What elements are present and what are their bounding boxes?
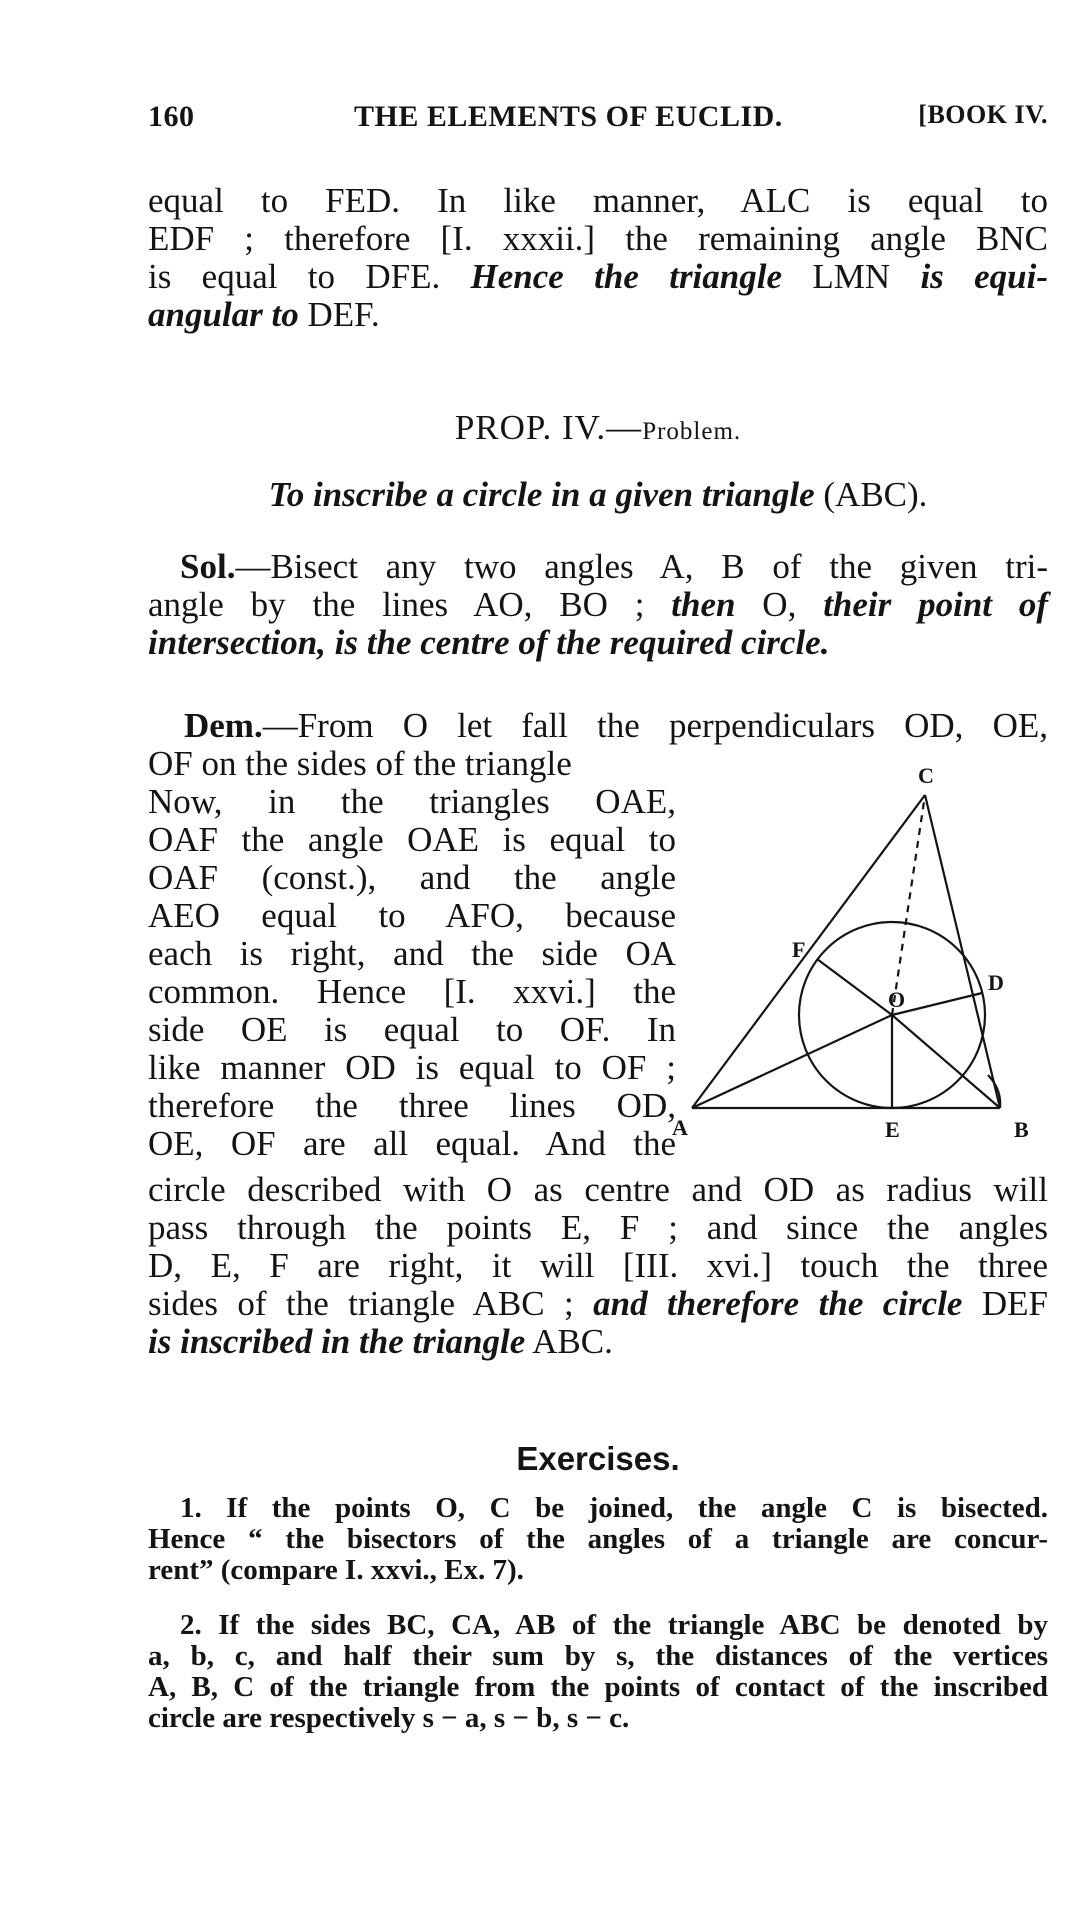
dem-line [148, 1285, 1048, 1323]
sol-text: angle by the lines AO, BO ; [148, 585, 672, 624]
intro-line: equal to FED. In like manner, ALC is equal to [148, 181, 1048, 220]
dem-line: D, E, F are right, it will [III. xvi.] touch the three [148, 1246, 1048, 1285]
dem-italic: is inscribed in the triangle [148, 1322, 526, 1361]
sol-label: Sol. [180, 547, 236, 586]
dem-line: OF on the sides of the triangle [148, 744, 572, 783]
exercise-line: 2. If the sides BC, CA, AB of the triangle ABC be denoted by [180, 1609, 1048, 1641]
intro-text: is equal to DFE. [148, 257, 471, 296]
intro-line: EDF ; therefore [I. xxxii.] the remaining angle BNC [148, 219, 1048, 258]
proposition-heading [148, 408, 1048, 448]
enunciation-text: To inscribe a circle in a given triangle [268, 475, 815, 514]
label-D: D [988, 970, 1004, 995]
label-O: O [888, 987, 906, 1012]
intro-italic: is equi- [920, 257, 1049, 296]
label-C: C [918, 765, 934, 788]
sol-line [148, 548, 1048, 586]
intro-line [148, 258, 1048, 296]
label-F: F [792, 937, 806, 962]
bisector-AO [692, 1015, 892, 1108]
label-A: A [672, 1115, 688, 1140]
exercise-line: a, b, c, and half their sum by s, the distances of the vertices [148, 1640, 1048, 1672]
dem-side-line: Now, in the triangles OAE, [148, 782, 676, 821]
dem-side-line: side OE is equal to OF. In [148, 1010, 676, 1049]
sol-italic: then [671, 585, 736, 624]
dem-side-line: therefore the three lines OD, [148, 1086, 676, 1125]
exercise-line: A, B, C of the triangle from the points of contact of the inscribed [148, 1671, 1048, 1703]
dem-line: circle described with O as centre and OD as radius will [148, 1170, 1048, 1209]
exercise-1 [148, 1493, 1048, 1586]
exercise-2 [148, 1610, 1048, 1734]
dem-text: —From O let fall the perpendiculars OD, OE, [262, 706, 1048, 745]
enunciation-ref: (ABC). [814, 475, 928, 514]
solution-paragraph [148, 548, 1048, 662]
dashed-OC [892, 795, 925, 1015]
demonstration-side-text [148, 783, 676, 1163]
running-header [148, 100, 1048, 140]
prop-kind: Problem. [642, 418, 742, 445]
intro-text: DEF. [298, 295, 380, 334]
sol-line [148, 586, 1048, 624]
intro-text: LMN [782, 257, 921, 296]
page-number: 160 [148, 100, 195, 133]
dem-line [148, 707, 1048, 745]
running-title: THE ELEMENTS OF EUCLID. [354, 100, 783, 133]
dem-line [148, 1323, 1048, 1361]
intro-italic: angular to [148, 295, 299, 334]
dem-side-line: each is right, and the side OA [148, 934, 676, 973]
dem-text: sides of the triangle ABC ; [148, 1284, 594, 1323]
exercise-line: rent” (compare I. xxvi., Ex. 7). [148, 1554, 524, 1586]
dem-italic: and therefore the circle [593, 1284, 963, 1323]
prop-number: PROP. IV.— [454, 408, 643, 447]
exercise-line: Hence “ the bisectors of the angles of a triangle are concur- [148, 1523, 1048, 1555]
dem-side-line: common. Hence [I. xxvi.] the [148, 972, 676, 1011]
sol-text: —Bisect any two angles A, B of the given tri- [235, 547, 1048, 586]
dem-side-line: OAF (const.), and the angle [148, 858, 676, 897]
proposition-enunciation [148, 475, 1048, 515]
triangle-diagram [670, 765, 1060, 1165]
sol-text: O, [735, 585, 824, 624]
perpendicular-OD [892, 993, 982, 1015]
exercise-line: 1. If the points O, C be joined, the angle C is bisected. [180, 1492, 1048, 1524]
dem-side-line: OAF the angle OAE is equal to [148, 820, 676, 859]
dem-label: Dem. [184, 706, 263, 745]
dem-side-line: OE, OF are all equal. And the [148, 1124, 676, 1163]
book-indicator: [BOOK IV. [918, 100, 1048, 129]
intro-italic: Hence the triangle [470, 257, 783, 296]
dem-text: ABC. [525, 1322, 613, 1361]
incircle-figure [670, 765, 1060, 1165]
label-B: B [1014, 1117, 1029, 1142]
dem-side-line: AEO equal to AFO, because [148, 896, 676, 935]
sol-italic: their point of [823, 585, 1049, 624]
exercises-title: Exercises. [516, 1440, 680, 1477]
exercise-line: circle are respectively s − a, s − b, s − c. [148, 1702, 630, 1734]
dem-text: DEF [962, 1284, 1048, 1323]
side-AC [692, 795, 925, 1108]
side-CB [925, 795, 1000, 1108]
dem-line: pass through the points E, F ; and since the angles [148, 1208, 1048, 1247]
intro-line [148, 296, 1048, 334]
intro-paragraph [148, 182, 1048, 334]
label-E: E [885, 1117, 900, 1142]
dem-side-line: like manner OD is equal to OF ; [148, 1048, 676, 1087]
perpendicular-OF [817, 959, 892, 1015]
demonstration-conclusion [148, 1171, 1048, 1361]
sol-line: intersection, is the centre of the required circle. [148, 623, 830, 662]
